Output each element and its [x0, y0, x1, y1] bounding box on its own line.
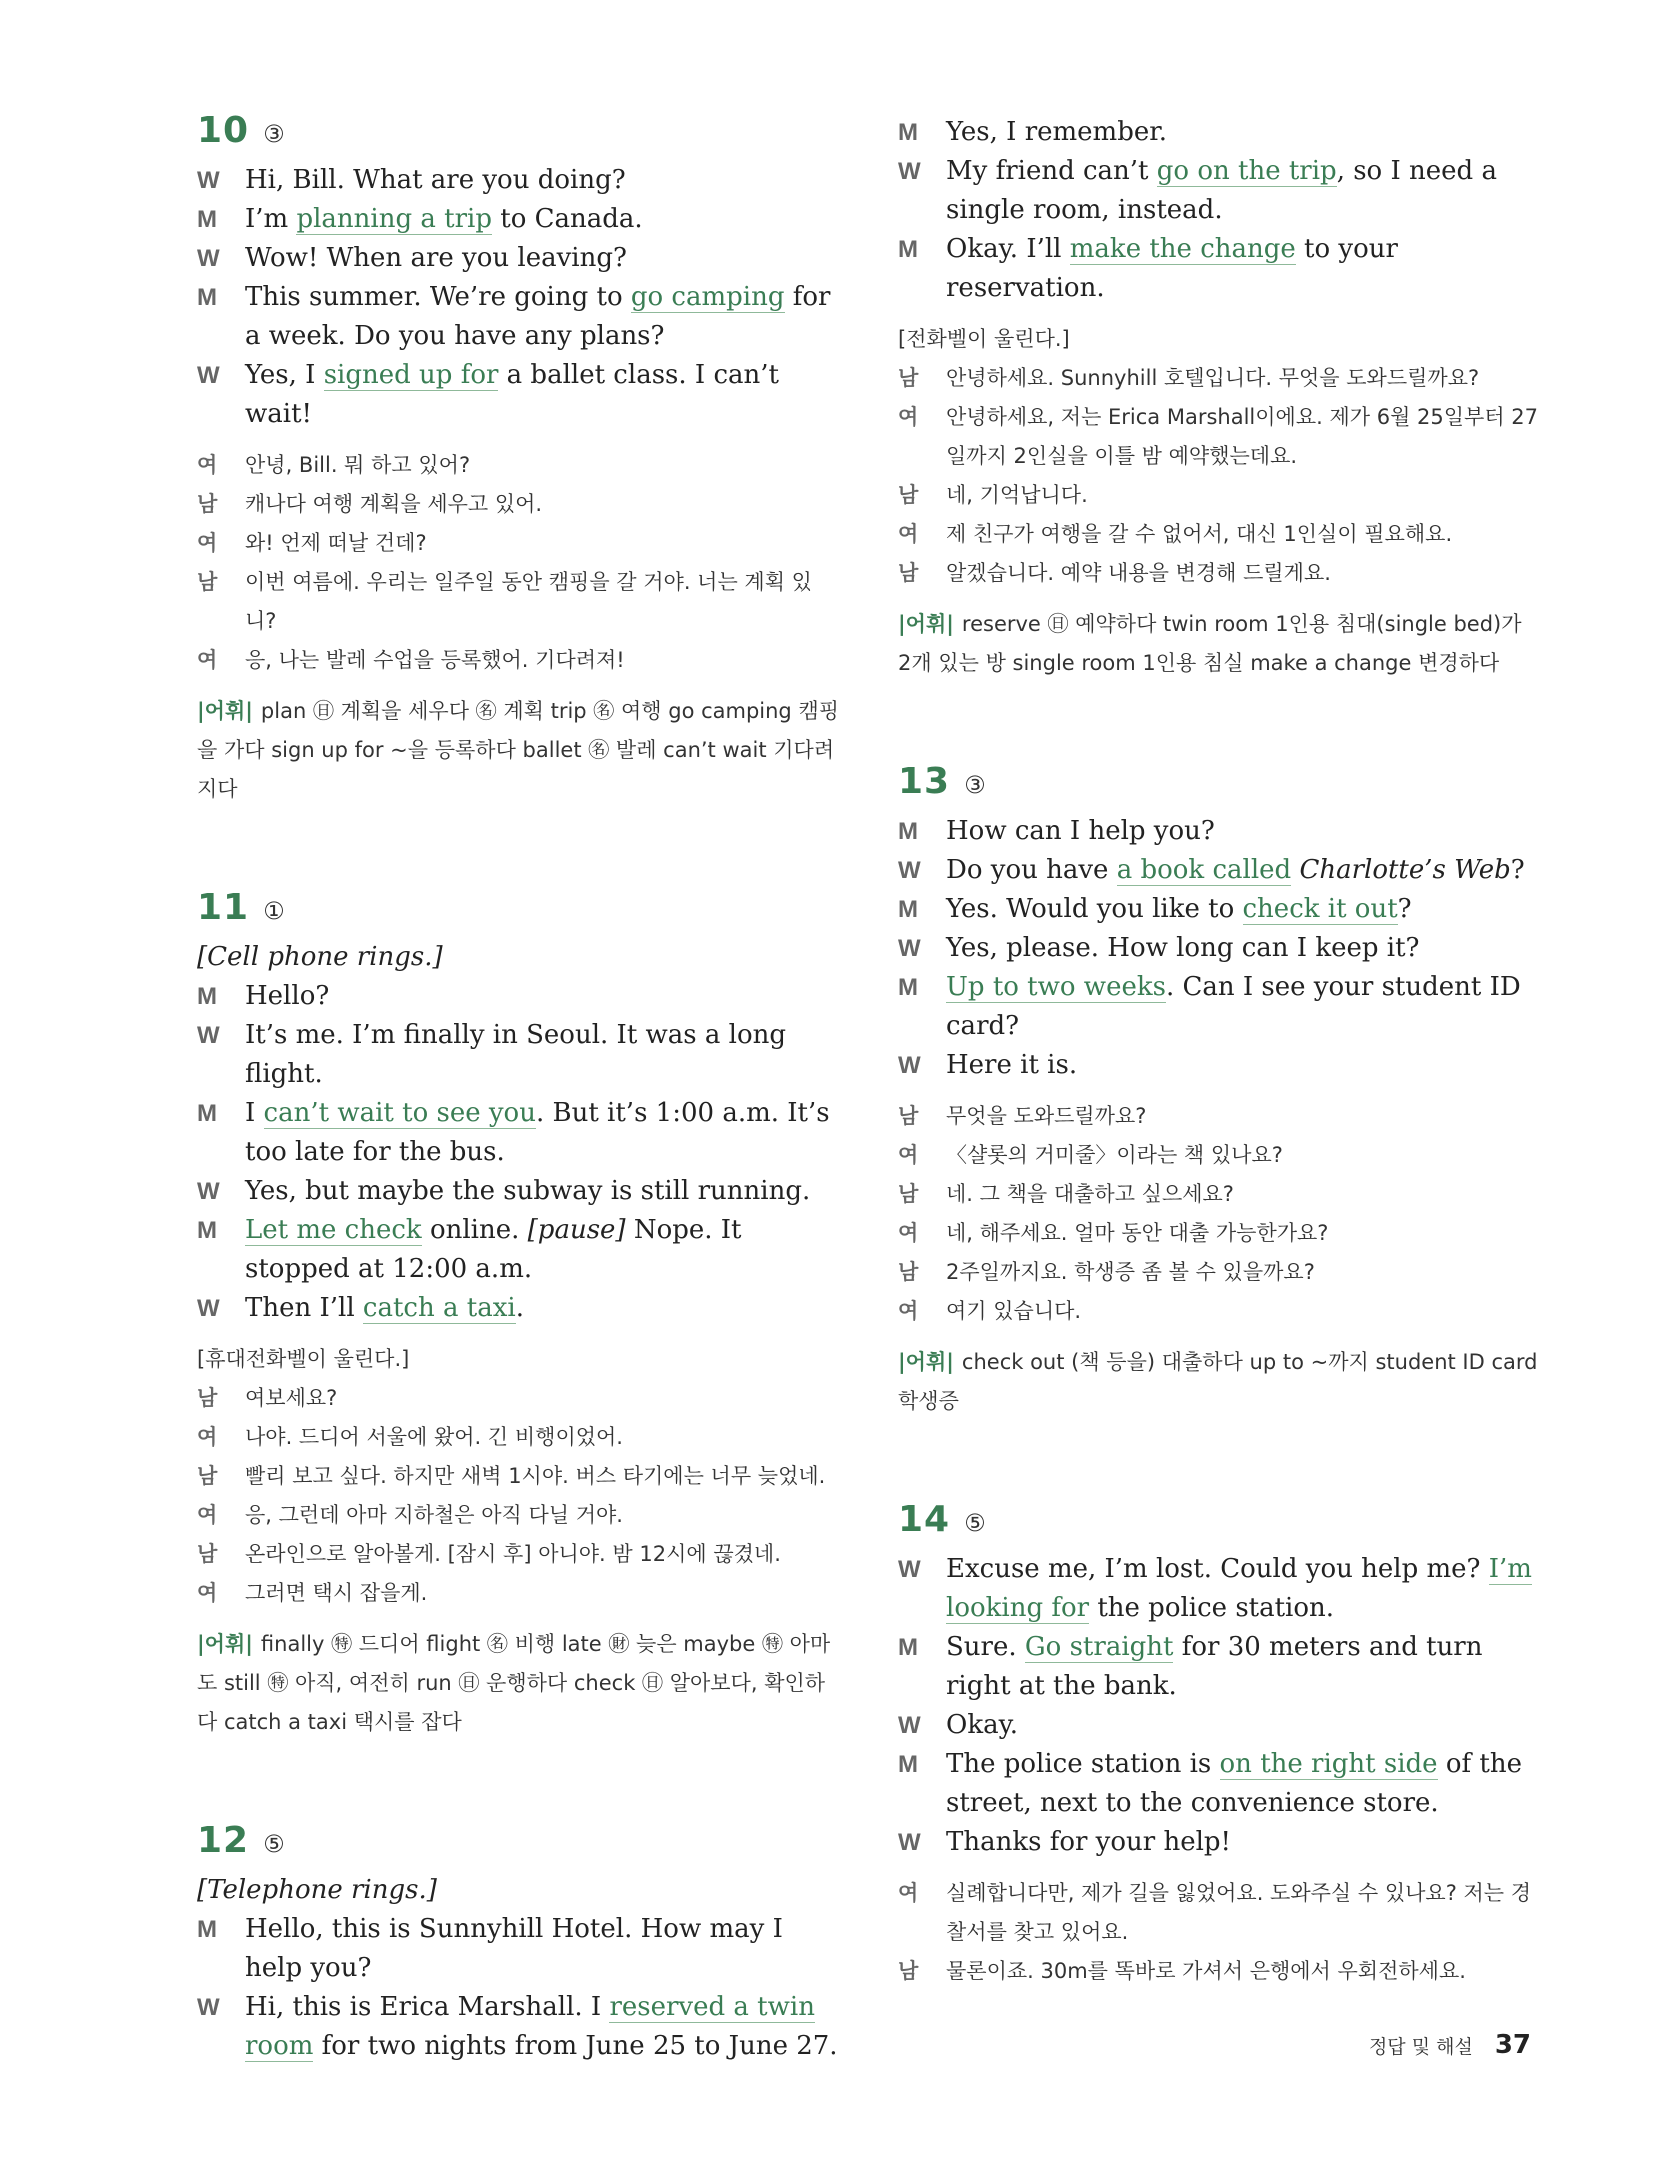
dialogue-line: [197, 161, 840, 200]
dialogue-line: [197, 1289, 840, 1328]
question-header: [898, 1499, 1541, 1540]
dialogue-text: [946, 1046, 1541, 1085]
speaker-label: M: [197, 1217, 217, 1244]
korean-text: 안녕하세요, 저는 Erica Marshall이에요. 제가 6월 25일부터 27일까지 2인실을 이틀 밤 예약했는데요.: [946, 405, 1539, 468]
text-run: Yes. Would you like to: [946, 894, 1243, 924]
korean-line: [898, 515, 1541, 554]
dialogue-text: [245, 356, 840, 434]
korean-stage-direction: [휴대전화벨이 울린다.]: [197, 1347, 410, 1371]
text-run: It’s me. I’m finally in Seoul. It was a long flight.: [245, 1020, 787, 1089]
text-run: to your reservation.: [946, 234, 1398, 303]
text-run: Thanks for your help!: [946, 1827, 1231, 1857]
text-run: I: [245, 1098, 264, 1128]
question-header: [898, 761, 1541, 802]
dialogue-text: [245, 1016, 840, 1094]
italic-text: Charlotte’s Web: [1299, 855, 1511, 885]
dialogue-text: [946, 1706, 1541, 1745]
dialogue-text: [245, 278, 840, 356]
korean-speaker-label: 남: [197, 1386, 218, 1410]
highlighted-phrase: I’m looking for: [946, 1554, 1532, 1623]
korean-text: 물론이죠. 30m를 똑바로 가셔서 은행에서 우회전하세요.: [946, 1959, 1466, 1983]
dialogue-line: [197, 278, 840, 356]
text-run: The police station is: [946, 1749, 1220, 1779]
speaker-label: M: [898, 1751, 918, 1778]
question-number: 12: [197, 1820, 250, 1861]
dialogue-line: [197, 356, 840, 434]
speaker-label: M: [197, 1100, 217, 1127]
text-run: Wow! When are you leaving?: [245, 243, 627, 273]
speaker-label: M: [197, 284, 217, 311]
korean-speaker-label: 여: [898, 1881, 919, 1905]
text-run: a ballet class. I can’t wait!: [245, 360, 779, 429]
question-number: 11: [197, 887, 250, 928]
text-run: Sure.: [946, 1632, 1025, 1662]
text-run: Then I’ll: [245, 1293, 363, 1323]
korean-text: 이번 여름에. 우리는 일주일 동안 캠핑을 갈 거야. 너는 계획 있니?: [245, 570, 812, 633]
korean-translation: [898, 1874, 1541, 1991]
korean-translation: [197, 1379, 840, 1613]
dialogue-text: [245, 1211, 840, 1289]
vocabulary-box: [197, 1625, 840, 1742]
vocab-text: finally ㊕ 드디어 flight ㊔ 비행 late ㊖ 늦은 maybe ㊕ 아마도 still ㊕ 아직, 여전히 run ㊐ 운행하다 check ㊐ 알아보다, 확인하다 catch a taxi 택시를 잡다: [197, 1632, 831, 1734]
korean-text: 네. 그 책을 대출하고 싶으세요?: [946, 1182, 1234, 1206]
korean-speaker-label: 여: [197, 648, 218, 672]
korean-speaker-label: 여: [898, 522, 919, 546]
text-run: Hello?: [245, 981, 330, 1011]
korean-text: 네, 기억납니다.: [946, 483, 1088, 507]
korean-line: [197, 1496, 840, 1535]
question-12-continued: [898, 113, 1541, 683]
korean-text: 나야. 드디어 서울에 왔어. 긴 비행이었어.: [245, 1425, 623, 1449]
text-run: Hi, Bill. What are you doing?: [245, 165, 626, 195]
text-run: Okay. I’ll: [946, 234, 1070, 264]
vocab-label: |어휘|: [197, 1632, 253, 1656]
korean-speaker-label: 남: [197, 492, 218, 516]
vocab-text: check out (책 등을) 대출하다 up to ~까지 student ID card 학생증: [898, 1350, 1538, 1413]
korean-speaker-label: 여: [898, 1299, 919, 1323]
korean-speaker-label: 남: [197, 570, 218, 594]
highlighted-phrase: reserved a twin room: [245, 1992, 815, 2061]
dialogue-line: [898, 1046, 1541, 1085]
text-run: .: [515, 1293, 524, 1323]
dialogue-text: [245, 239, 840, 278]
korean-line: [197, 563, 840, 641]
text-run: for two nights from June 25 to June 27.: [313, 2031, 838, 2061]
highlighted-phrase: on the right side: [1219, 1749, 1438, 1779]
highlighted-phrase: Let me check: [245, 1215, 422, 1245]
text-run: Here it is.: [946, 1050, 1078, 1080]
answer-mark: ⑤: [964, 1509, 986, 1537]
text-run: Nope. It stopped at 12:00 a.m.: [245, 1215, 742, 1284]
speaker-label: M: [898, 974, 918, 1001]
korean-line: [898, 554, 1541, 593]
korean-speaker-label: 여: [898, 1221, 919, 1245]
highlighted-phrase: check it out: [1242, 894, 1398, 924]
vocab-label: |어휘|: [197, 699, 253, 723]
answer-mark: ③: [263, 120, 285, 148]
highlighted-phrase: catch a taxi: [362, 1293, 516, 1323]
dialogue-text: [245, 1172, 840, 1211]
question-header: [197, 1820, 840, 1861]
text-run: Hello, this is Sunnyhill Hotel. How may I help you?: [245, 1914, 783, 1983]
korean-line: [197, 1379, 840, 1418]
dialogue-line: [898, 1628, 1541, 1706]
dialogue-line: [898, 851, 1541, 890]
korean-translation: [898, 1097, 1541, 1331]
text-run: ?: [1510, 855, 1525, 885]
dialogue-text: [946, 1823, 1541, 1862]
korean-text: 빨리 보고 싶다. 하지만 새벽 1시야. 버스 타기에는 너무 늦었네.: [245, 1464, 826, 1488]
korean-text: 제 친구가 여행을 갈 수 없어서, 대신 1인실이 필요해요.: [946, 522, 1453, 546]
korean-line: [197, 641, 840, 680]
text-run: the police station.: [1089, 1593, 1335, 1623]
korean-line: [898, 1874, 1541, 1952]
text-run: , so I need a single room, instead.: [946, 156, 1497, 225]
page-number: 37: [1494, 2030, 1531, 2060]
korean-speaker-label: 남: [898, 561, 919, 585]
speaker-label: W: [898, 158, 921, 185]
dialogue-text: [946, 929, 1541, 968]
text-run: . But it’s 1:00 a.m. It’s too late for the bus.: [245, 1098, 830, 1167]
highlighted-phrase: Up to two weeks: [946, 972, 1166, 1002]
text-run: Yes, but maybe the subway is still running.: [245, 1176, 811, 1206]
text-run: Yes, I remember.: [946, 117, 1168, 147]
question-number: 10: [197, 110, 250, 151]
korean-line: [898, 1253, 1541, 1292]
dialogue-line: [898, 1745, 1541, 1823]
text-run: Hi, this is Erica Marshall. I: [245, 1992, 610, 2022]
korean-speaker-label: 남: [898, 1182, 919, 1206]
dialogue-line: [898, 968, 1541, 1046]
text-run: for a week. Do you have any plans?: [245, 282, 831, 351]
speaker-label: W: [197, 1994, 220, 2021]
dialogue-text: [245, 977, 840, 1016]
text-run: Do you have: [946, 855, 1117, 885]
korean-text: 알겠습니다. 예약 내용을 변경해 드릴게요.: [946, 561, 1331, 585]
vocab-text: reserve ㊐ 예약하다 twin room 1인용 침대(single bed)가 2개 있는 방 single room 1인용 침실 make a change 변경하다: [898, 612, 1522, 675]
speaker-label: W: [898, 857, 921, 884]
answer-mark: ①: [263, 897, 285, 925]
vocabulary-box: [898, 605, 1541, 683]
dialogue-text: [946, 968, 1541, 1046]
dialogue-line: [898, 230, 1541, 308]
dialogue-line: [898, 1706, 1541, 1745]
korean-line: [197, 1418, 840, 1457]
speaker-label: W: [898, 1556, 921, 1583]
dialogue-text: [245, 1289, 840, 1328]
vocab-label: |어휘|: [898, 1350, 954, 1374]
stage-direction: [Cell phone rings.]: [197, 942, 443, 972]
speaker-label: M: [197, 206, 217, 233]
korean-speaker-label: 여: [197, 453, 218, 477]
korean-line: [898, 1097, 1541, 1136]
korean-text: 응, 나는 발레 수업을 등록했어. 기다려져!: [245, 648, 625, 672]
text-run: ?: [1397, 894, 1412, 924]
dialogue-line: [898, 152, 1541, 230]
korean-speaker-label: 여: [898, 1143, 919, 1167]
dialogue-line: [197, 239, 840, 278]
dialogue-text: [946, 152, 1541, 230]
korean-line: [898, 398, 1541, 476]
vocabulary-box: [197, 692, 840, 809]
text-run: . Can I see your student ID card?: [946, 972, 1521, 1041]
question-12: [197, 1820, 840, 2066]
korean-speaker-label: 남: [197, 1464, 218, 1488]
question-13: [898, 761, 1541, 1421]
speaker-label: M: [898, 896, 918, 923]
text-run: Yes, I: [245, 360, 324, 390]
korean-speaker-label: 남: [898, 483, 919, 507]
korean-text: 와! 언제 떠날 건데?: [245, 531, 427, 555]
korean-line: [197, 446, 840, 485]
korean-line: [898, 1136, 1541, 1175]
text-run: online.: [421, 1215, 528, 1245]
left-column: [197, 110, 840, 2066]
dialogue-text: [245, 1094, 840, 1172]
speaker-label: W: [197, 167, 220, 194]
vocab-label: |어휘|: [898, 612, 954, 636]
speaker-label: W: [898, 935, 921, 962]
highlighted-phrase: a book called: [1116, 855, 1292, 885]
korean-line: [197, 1535, 840, 1574]
korean-speaker-label: 남: [898, 1104, 919, 1128]
dialogue-line: [898, 1550, 1541, 1628]
english-dialogue-continued: [898, 113, 1541, 308]
korean-line: [197, 485, 840, 524]
dialogue-line: [197, 200, 840, 239]
dialogue-text: [245, 161, 840, 200]
korean-line: [898, 1175, 1541, 1214]
korean-text: 캐나다 여행 계획을 세우고 있어.: [245, 492, 543, 516]
highlighted-phrase: make the change: [1069, 234, 1296, 264]
korean-line: [197, 1574, 840, 1613]
dialogue-line: [197, 1016, 840, 1094]
text-run: Excuse me, I’m lost. Could you help me?: [946, 1554, 1489, 1584]
speaker-label: M: [197, 983, 217, 1010]
speaker-label: W: [898, 1052, 921, 1079]
vocabulary-box: [898, 1343, 1541, 1421]
highlighted-phrase: signed up for: [323, 360, 499, 390]
question-14: [898, 1499, 1541, 1991]
highlighted-phrase: planning a trip: [296, 204, 492, 234]
korean-text: 그러면 택시 잡을게.: [245, 1581, 428, 1605]
speaker-label: W: [898, 1829, 921, 1856]
korean-speaker-label: 남: [898, 366, 919, 390]
korean-text: 여보세요?: [245, 1386, 338, 1410]
korean-speaker-label: 여: [197, 1503, 218, 1527]
korean-line: [898, 1214, 1541, 1253]
korean-line: [197, 524, 840, 563]
speaker-label: W: [197, 1295, 220, 1322]
korean-text: 여기 있습니다.: [946, 1299, 1082, 1323]
question-header: [197, 887, 840, 928]
speaker-label: M: [898, 818, 918, 845]
dialogue-text: [946, 113, 1541, 152]
speaker-label: W: [197, 1022, 220, 1049]
korean-speaker-label: 여: [197, 531, 218, 555]
english-dialogue: [197, 1910, 840, 2066]
korean-text: 응, 그런데 아마 지하철은 아직 다닐 거야.: [245, 1503, 623, 1527]
english-dialogue: [898, 1550, 1541, 1862]
dialogue-line: [197, 1211, 840, 1289]
text-run: to Canada.: [492, 204, 643, 234]
highlighted-phrase: go on the trip: [1156, 156, 1337, 186]
text-run: How can I help you?: [946, 816, 1215, 846]
english-dialogue: [197, 161, 840, 434]
speaker-label: W: [197, 1178, 220, 1205]
korean-translation: [898, 359, 1541, 593]
dialogue-line: [898, 812, 1541, 851]
speaker-label: M: [898, 236, 918, 263]
korean-speaker-label: 여: [197, 1425, 218, 1449]
italic-text: [pause]: [527, 1215, 626, 1245]
korean-text: 실례합니다만, 제가 길을 잃었어요. 도와주실 수 있나요? 저는 경찰서를 찾고 있어요.: [946, 1881, 1532, 1944]
korean-text: 2주일까지요. 학생증 좀 볼 수 있을까요?: [946, 1260, 1315, 1284]
highlighted-phrase: Go straight: [1024, 1632, 1174, 1662]
korean-text: 안녕, Bill. 뭐 하고 있어?: [245, 453, 471, 477]
korean-text: 무엇을 도와드릴까요?: [946, 1104, 1147, 1128]
text-run: Yes, please. How long can I keep it?: [946, 933, 1420, 963]
korean-speaker-label: 남: [898, 1959, 919, 1983]
answer-mark: ③: [964, 771, 986, 799]
footer-section-label: 정답 및 해설: [1368, 2036, 1473, 2058]
korean-speaker-label: 남: [898, 1260, 919, 1284]
page-footer: [1369, 2030, 1531, 2060]
english-dialogue: [197, 977, 840, 1328]
right-column: [898, 113, 1541, 1991]
dialogue-text: [245, 200, 840, 239]
vocab-text: plan ㊐ 계획을 세우다 ㊔ 계획 trip ㊔ 여행 go camping 캠핑을 가다 sign up for ~을 등록하다 ballet ㊔ 발레 can’t wait 기다려지다: [197, 699, 840, 801]
korean-text: 온라인으로 알아볼게. [잠시 후] 아니야. 밤 12시에 끊겼네.: [245, 1542, 781, 1566]
english-dialogue: [898, 812, 1541, 1085]
question-header: [197, 110, 840, 151]
dialogue-text: [946, 230, 1541, 308]
dialogue-text: [946, 1628, 1541, 1706]
korean-text: 안녕하세요. Sunnyhill 호텔입니다. 무엇을 도와드릴까요?: [946, 366, 1480, 390]
question-11: [197, 887, 840, 1742]
dialogue-text: [946, 1745, 1541, 1823]
speaker-label: W: [197, 362, 220, 389]
dialogue-line: [197, 1988, 840, 2066]
text-run: Okay.: [946, 1710, 1019, 1740]
stage-direction: [Telephone rings.]: [197, 1875, 437, 1905]
korean-translation: [197, 446, 840, 680]
dialogue-line: [197, 1910, 840, 1988]
korean-line: [197, 1457, 840, 1496]
korean-line: [898, 1292, 1541, 1331]
speaker-label: M: [898, 1634, 918, 1661]
text-run: This summer. We’re going to: [245, 282, 631, 312]
korean-line: [898, 476, 1541, 515]
dialogue-text: [946, 812, 1541, 851]
question-number: 13: [898, 761, 951, 802]
dialogue-text: [245, 1910, 840, 1988]
dialogue-line: [898, 929, 1541, 968]
korean-speaker-label: 여: [197, 1581, 218, 1605]
korean-line: [898, 359, 1541, 398]
korean-speaker-label: 남: [197, 1542, 218, 1566]
dialogue-line: [197, 1172, 840, 1211]
dialogue-line: [197, 977, 840, 1016]
dialogue-line: [898, 890, 1541, 929]
speaker-label: W: [898, 1712, 921, 1739]
text-run: of the street, next to the convenience store.: [946, 1749, 1522, 1818]
korean-text: 〈샬롯의 거미줄〉이라는 책 있나요?: [946, 1143, 1283, 1167]
dialogue-line: [898, 1823, 1541, 1862]
question-10: [197, 110, 840, 809]
korean-line: [898, 1952, 1541, 1991]
text-run: for 30 meters and turn right at the bank.: [946, 1632, 1483, 1701]
speaker-label: W: [197, 245, 220, 272]
dialogue-text: [946, 1550, 1541, 1628]
korean-speaker-label: 여: [898, 405, 919, 429]
dialogue-text: [946, 890, 1541, 929]
dialogue-text: [946, 851, 1541, 890]
dialogue-line: [898, 113, 1541, 152]
answer-mark: ⑤: [263, 1830, 285, 1858]
korean-text: 네, 해주세요. 얼마 동안 대출 가능한가요?: [946, 1221, 1329, 1245]
text-run: My friend can’t: [946, 156, 1157, 186]
korean-stage-direction: [전화벨이 울린다.]: [898, 327, 1070, 351]
highlighted-phrase: go camping: [630, 282, 785, 312]
speaker-label: M: [197, 1916, 217, 1943]
dialogue-text: [245, 1988, 840, 2066]
text-run: I’m: [245, 204, 297, 234]
dialogue-line: [197, 1094, 840, 1172]
highlighted-phrase: can’t wait to see you: [263, 1098, 536, 1128]
speaker-label: M: [898, 119, 918, 146]
question-number: 14: [898, 1499, 951, 1540]
